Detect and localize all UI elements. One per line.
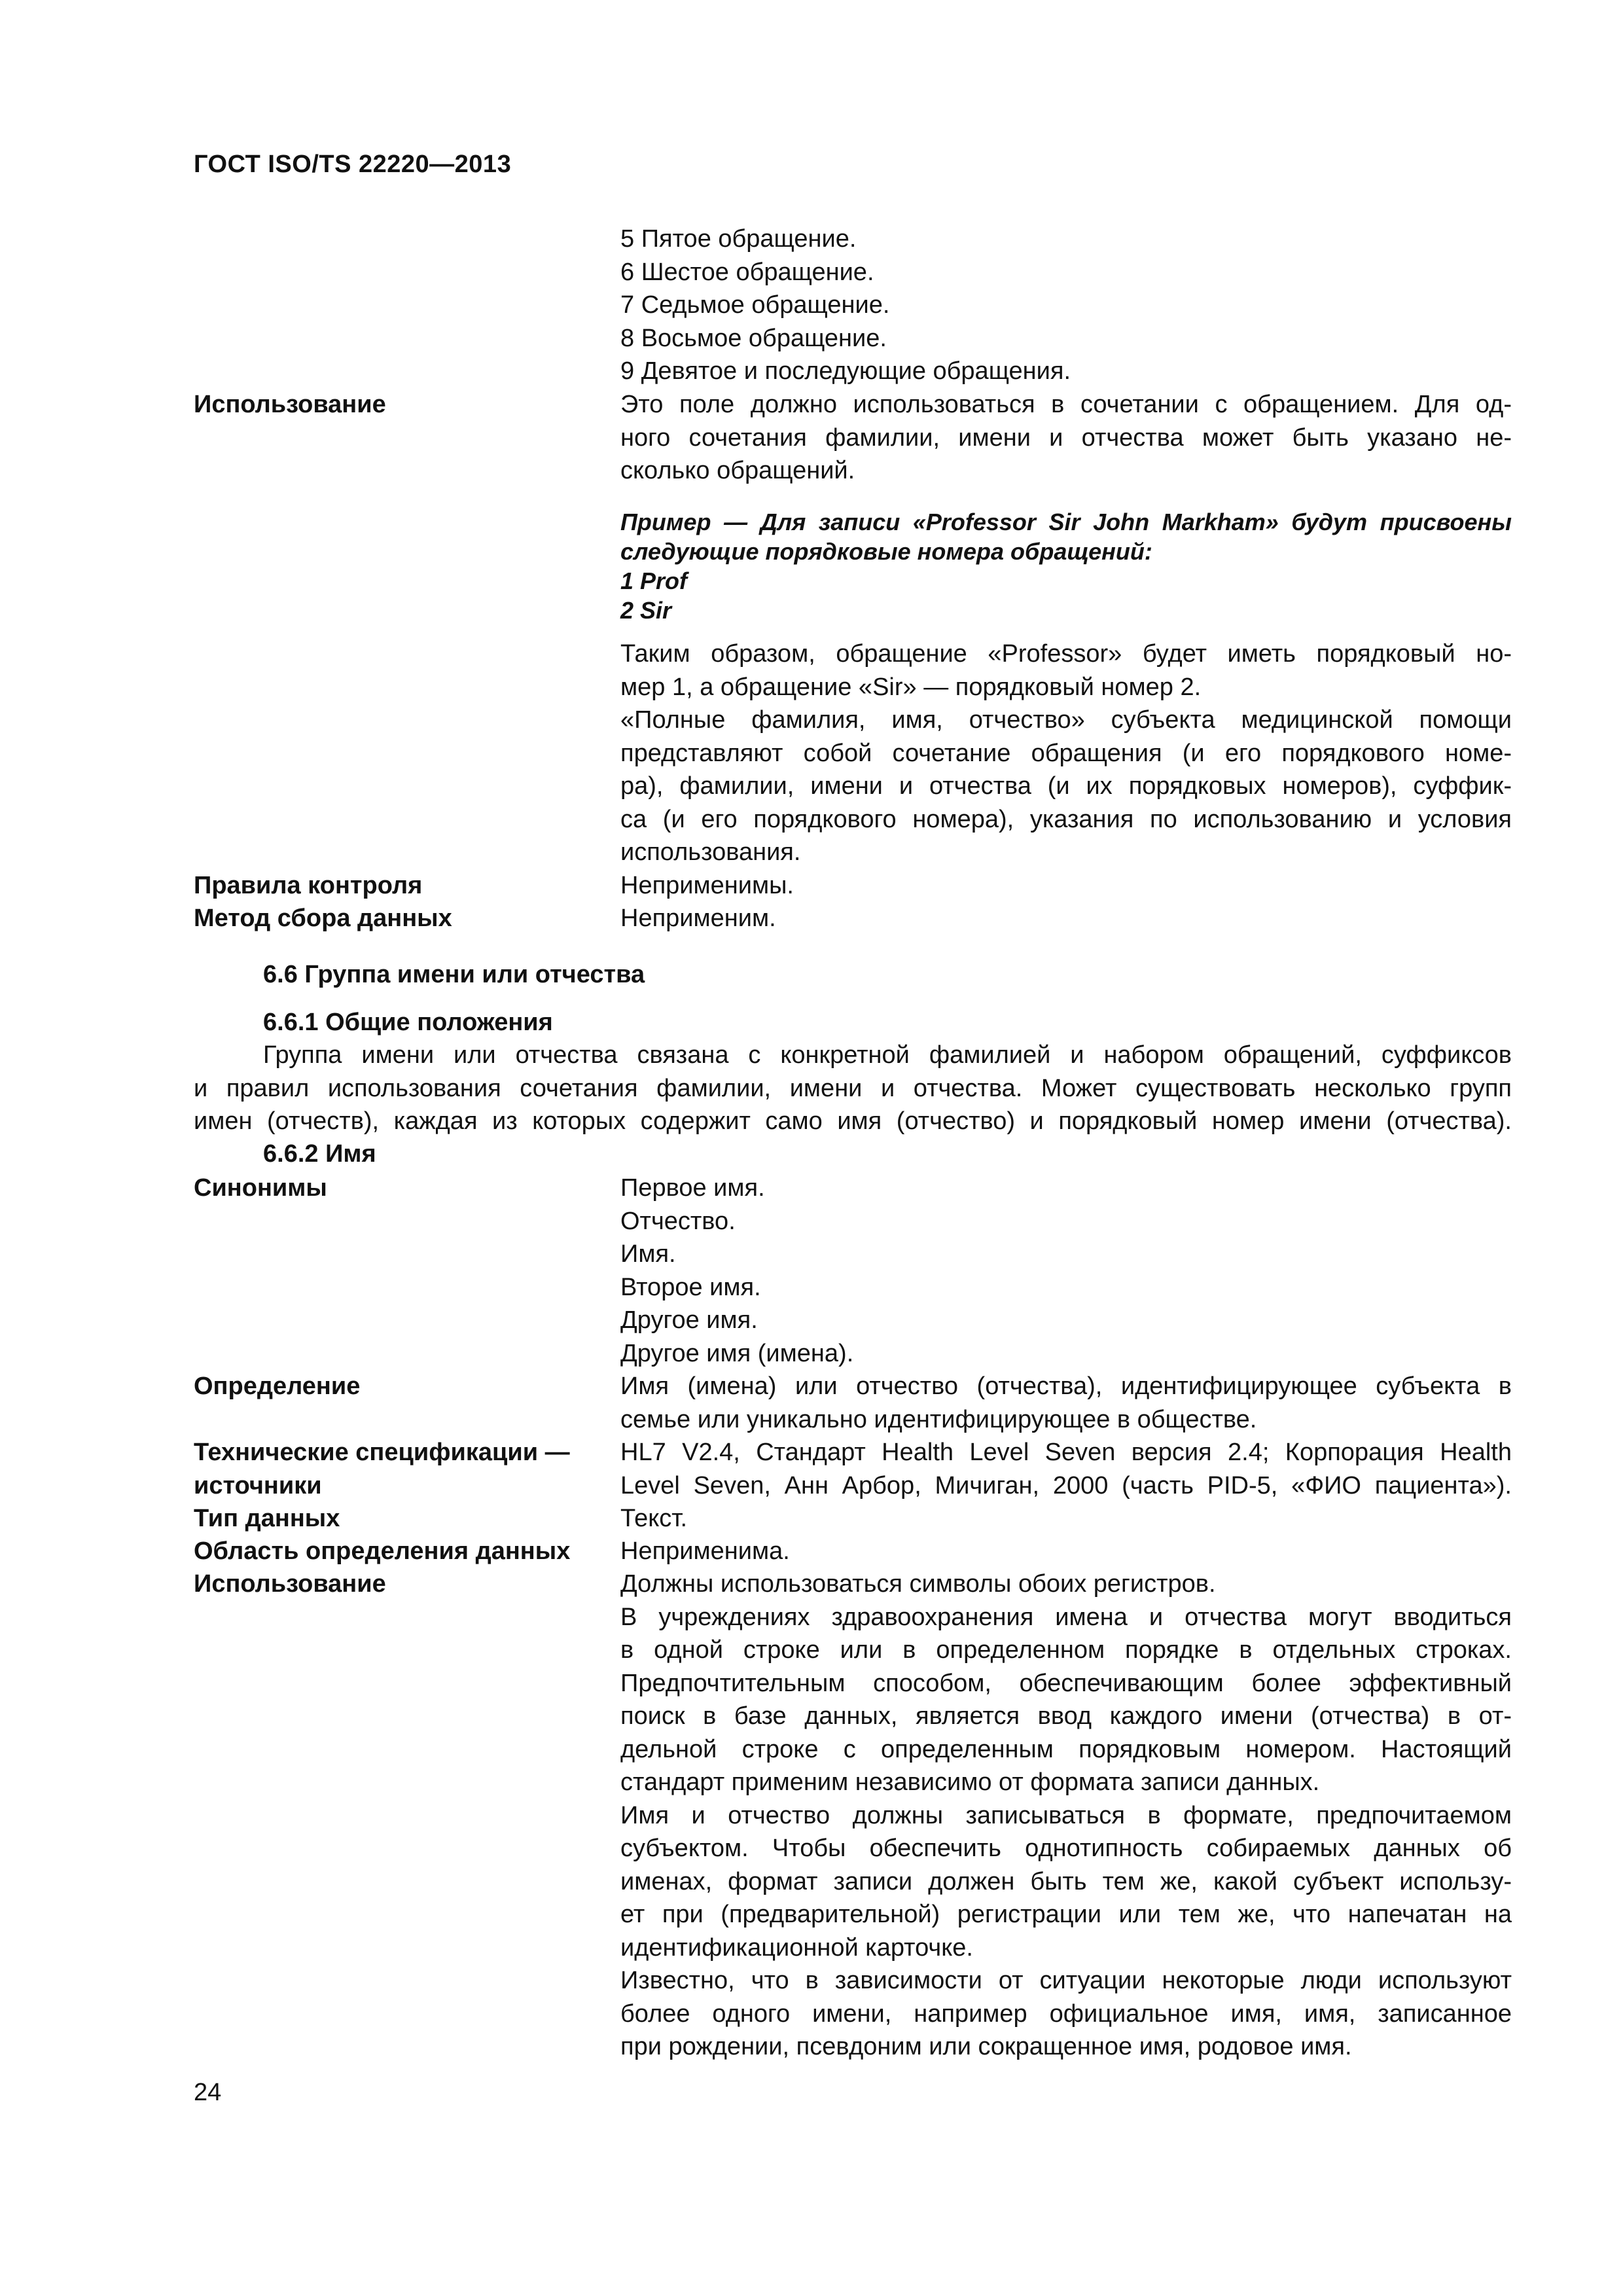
field-value: Неприменима.	[620, 1537, 790, 1565]
term-line: источники	[194, 1471, 322, 1499]
text-line: поиск в базе данных, является ввод каждого имени (отчества) в от-	[620, 1702, 1512, 1730]
synonyms-field	[194, 1172, 1512, 1370]
salutation-list-values	[620, 223, 1512, 388]
example-line: следующие порядковые номера обращений:	[620, 538, 1152, 565]
text-line: Таким образом, обращение «Professor» будет иметь порядковый но-	[620, 640, 1512, 668]
document-header: ГОСТ ISO/TS 22220—2013	[194, 151, 512, 178]
synonym-item: Другое имя (имена).	[620, 1339, 854, 1367]
field-term: Тип данных	[194, 1505, 340, 1532]
text-line: субъектом. Чтобы обеспечить однотипность собираемых данных об	[620, 1835, 1512, 1862]
list-item: 5 Пятое обращение.	[620, 225, 857, 253]
text-line: мер 1, а обращение «Sir» — порядковый номер 2.	[620, 673, 1202, 701]
field-value	[620, 1436, 1512, 1502]
synonym-item: Первое имя.	[620, 1174, 765, 1202]
text-line: сколько обращений.	[620, 457, 855, 484]
text-line: Имя (имена) или отчество (отчества), идентифицирующее субъекта в	[620, 1372, 1512, 1400]
collection-method-field	[194, 902, 1512, 935]
field-value	[620, 1568, 1512, 2064]
field-value: Неприменим.	[620, 905, 776, 932]
field-term: Определение	[194, 1372, 361, 1400]
field-term: Использование	[194, 391, 386, 418]
synonym-item: Отчество.	[620, 1207, 736, 1235]
field-term: Метод сбора данных	[194, 905, 452, 932]
text-line: Группа имени или отчества связана с конкретной фамилией и набором обращений, суффиксов	[263, 1041, 1512, 1069]
section-heading-6-6: 6.6 Группа имени или отчества	[263, 961, 645, 988]
list-item: 6 Шестое обращение.	[620, 258, 874, 286]
text-line: в одной строке или в определенном порядке в отдельных строках.	[620, 1636, 1512, 1664]
text-line: именах, формат записи должен быть тем же, какой субъект использу-	[620, 1867, 1512, 1895]
text-line: Это поле должно использоваться в сочетании с обращением. Для од-	[620, 391, 1512, 418]
field-value	[620, 388, 1512, 488]
field-value	[620, 637, 1512, 869]
section-heading-6-6-1: 6.6.1 Общие положения	[263, 1009, 553, 1036]
text-line: использования.	[620, 838, 801, 866]
text-line: ра), фамилии, имени и отчества (и их порядковых номеров), суффик-	[620, 772, 1512, 800]
text-line: семье или уникально идентифицирующее в обществе.	[620, 1405, 1257, 1433]
text-line: Предпочтительным способом, обеспечивающим более эффективный	[620, 1669, 1512, 1697]
data-domain-field	[194, 1535, 1512, 1568]
field-term: Синонимы	[194, 1174, 327, 1202]
general-provisions-paragraph	[194, 1039, 1512, 1138]
text-line: Level Seven, Анн Арбор, Мичиган, 2000 (часть PID-5, «ФИО пациента»).	[620, 1471, 1512, 1499]
text-line: имен (отчеств), каждая из которых содержит само имя (отчество) и порядковый номер имени (отчества).	[194, 1107, 1512, 1135]
text-line: представляют собой сочетание обращения (и его порядкового номе-	[620, 739, 1512, 767]
text-line: са (и его порядкового номера), указания по использованию и условия	[620, 805, 1512, 833]
data-type-field	[194, 1502, 1512, 1535]
text-line: более одного имени, например официальное имя, имя, записанное	[620, 2000, 1512, 2028]
text-line: стандарт применим независимо от формата записи данных.	[620, 1768, 1320, 1796]
example-line: Пример — Для записи «Professor Sir John Markham» будут присвоены	[620, 509, 1512, 535]
text-line: Имя и отчество должны записываться в формате, предпочитаемом	[620, 1801, 1512, 1829]
field-value: Неприменимы.	[620, 872, 794, 899]
salutation-list	[194, 223, 1512, 388]
list-item: 7 Седьмое обращение.	[620, 291, 890, 319]
text-line: и правил использования сочетания фамилии, имени и отчества. Может существовать несколько групп	[194, 1074, 1512, 1102]
text-line: при рождении, псевдоним или сокращенное имя, родовое имя.	[620, 2033, 1352, 2060]
synonym-item: Имя.	[620, 1240, 676, 1268]
field-value	[620, 1370, 1512, 1436]
field-term: Область определения данных	[194, 1537, 571, 1565]
field-term: Правила контроля	[194, 872, 423, 899]
text-line: «Полные фамилия, имя, отчество» субъекта медицинской помощи	[620, 706, 1512, 734]
field-value	[620, 1172, 1512, 1370]
usage-field-name	[194, 1568, 1512, 2064]
synonym-item: Другое имя.	[620, 1306, 758, 1334]
usage-continuation	[194, 637, 1512, 869]
tech-specs-field	[194, 1436, 1512, 1502]
example-text	[620, 507, 1512, 625]
field-term	[194, 1436, 613, 1502]
list-item: 8 Восьмое обращение.	[620, 324, 887, 352]
text-line: дельной строке с определенным порядковым номером. Настоящий	[620, 1735, 1512, 1763]
text-line: В учреждениях здравоохранения имена и отчества могут вводиться	[620, 1603, 1512, 1631]
example-line: 1 Prof	[620, 567, 688, 594]
synonym-item: Второе имя.	[620, 1273, 761, 1301]
term-line: Технические спецификации —	[194, 1439, 570, 1466]
section-heading-6-6-2: 6.6.2 Имя	[263, 1140, 376, 1168]
list-item: 9 Девятое и последующие обращения.	[620, 357, 1071, 385]
example-line: 2 Sir	[620, 597, 672, 624]
text-line: Должны использоваться символы обоих регистров.	[620, 1570, 1216, 1598]
text-line: Известно, что в зависимости от ситуации некоторые люди используют	[620, 1967, 1512, 1994]
text-line: ет при (предварительной) регистрации или тем же, что напечатан на	[620, 1901, 1512, 1928]
field-term: Использование	[194, 1570, 386, 1598]
definition-field	[194, 1370, 1512, 1436]
usage-field-salutation	[194, 388, 1512, 488]
text-line: HL7 V2.4, Стандарт Health Level Seven версия 2.4; Корпорация Health	[620, 1439, 1512, 1466]
text-line: ного сочетания фамилии, имени и отчества может быть указано не-	[620, 423, 1512, 452]
page-number: 24	[194, 2079, 222, 2106]
control-rules-field	[194, 869, 1512, 903]
field-value: Текст.	[620, 1505, 688, 1532]
text-line: идентификационной карточке.	[620, 1933, 973, 1962]
example-block	[194, 507, 1512, 625]
